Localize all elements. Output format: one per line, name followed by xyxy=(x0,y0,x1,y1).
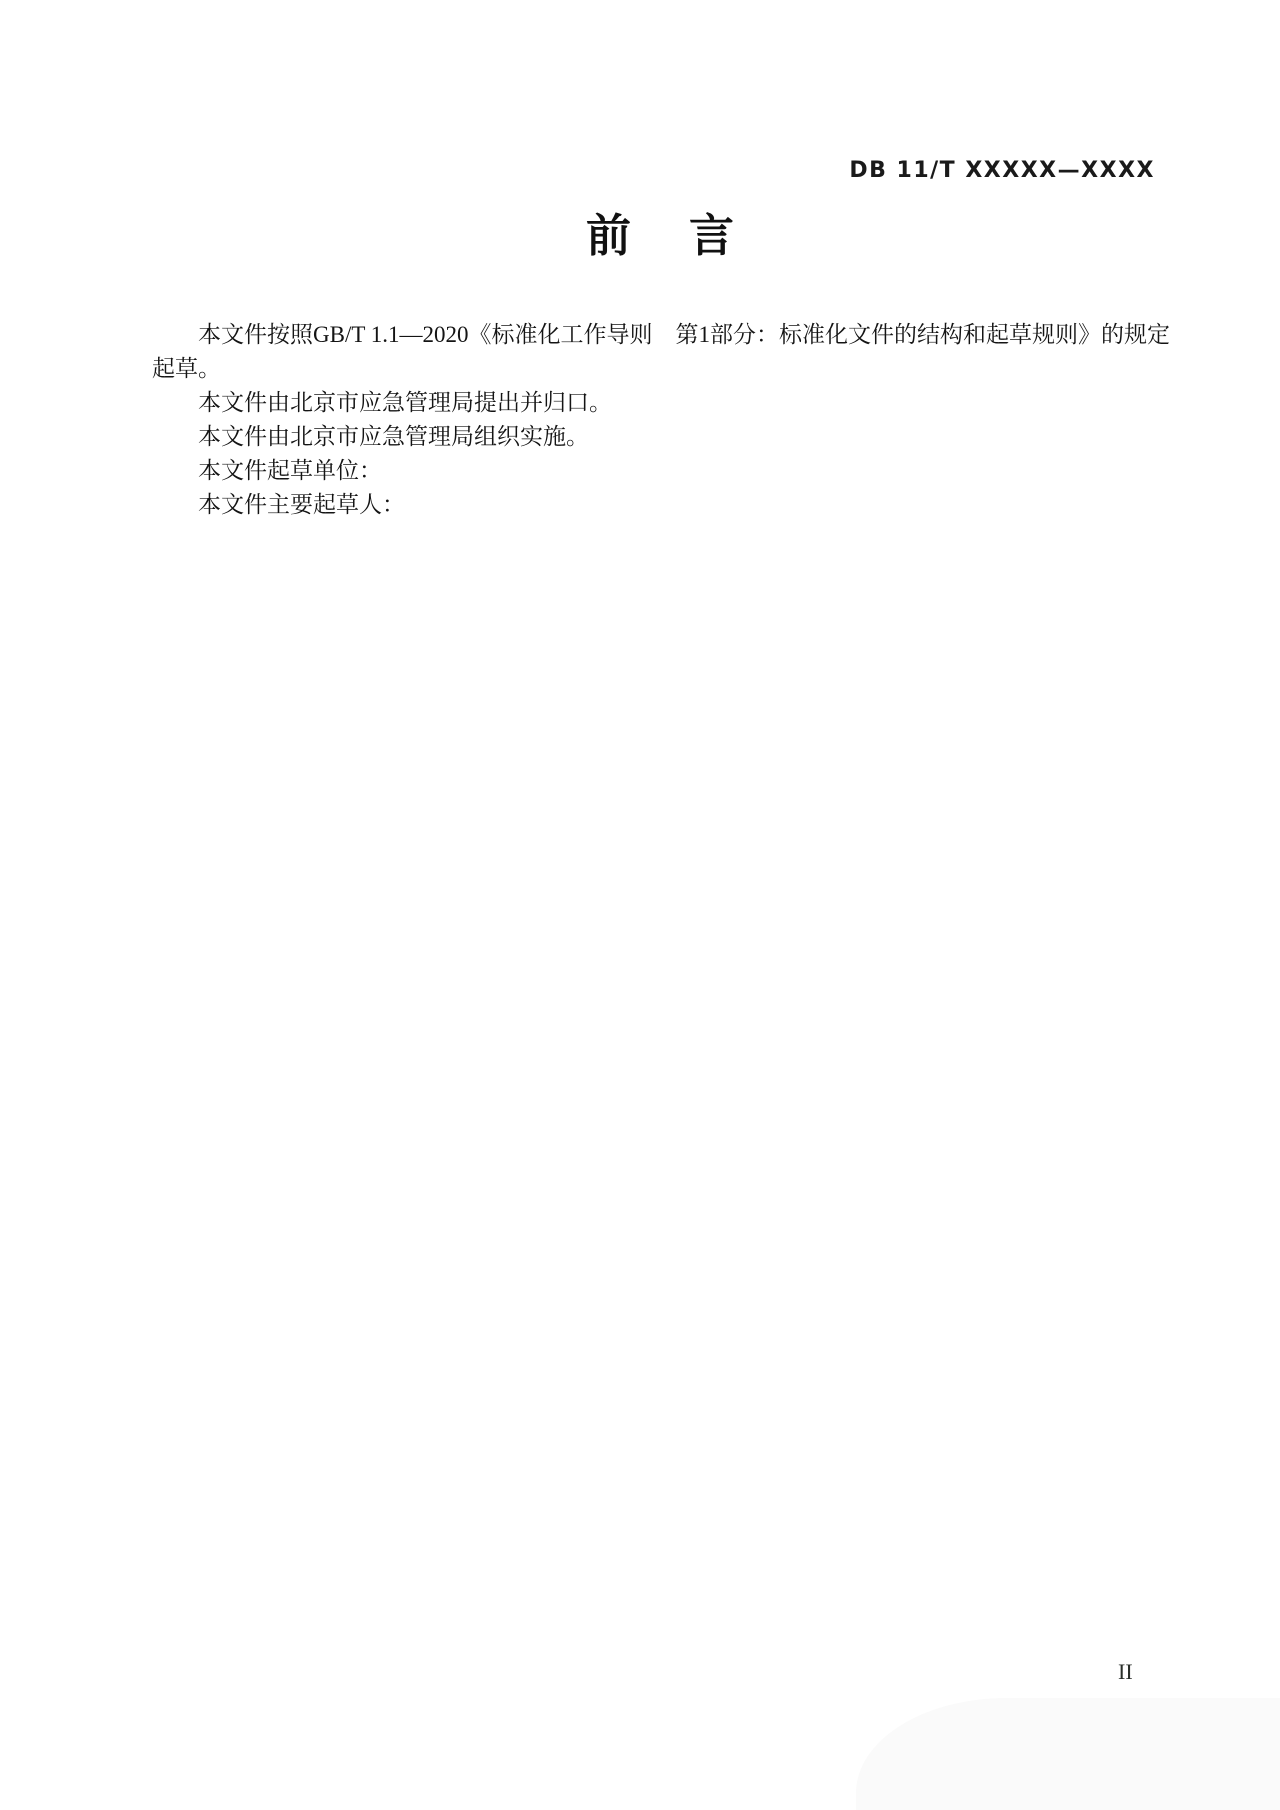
foreword-line: 本文件由北京市应急管理局组织实施。 xyxy=(198,424,589,449)
scan-artifact-shade xyxy=(856,1698,1280,1810)
foreword-line: 本文件由北京市应急管理局提出并归口。 xyxy=(198,390,612,415)
foreword-title-char-2: 言 xyxy=(689,210,735,261)
doc-number: DB 11/T XXXXX—XXXX xyxy=(849,158,1155,183)
foreword-line: 起草。 xyxy=(152,356,221,381)
page-number: II xyxy=(1118,1659,1133,1684)
foreword-title xyxy=(20,211,1280,261)
foreword-title-char-1: 前 xyxy=(585,210,631,261)
foreword-body xyxy=(152,318,1170,522)
foreword-line: 本文件起草单位： xyxy=(198,458,382,483)
foreword-line: 本文件主要起草人： xyxy=(198,492,405,517)
foreword-line: 本文件按照GB/T 1.1—2020《标准化工作导则 第1部分：标准化文件的结构和起草规则》的规定 xyxy=(198,322,1170,347)
